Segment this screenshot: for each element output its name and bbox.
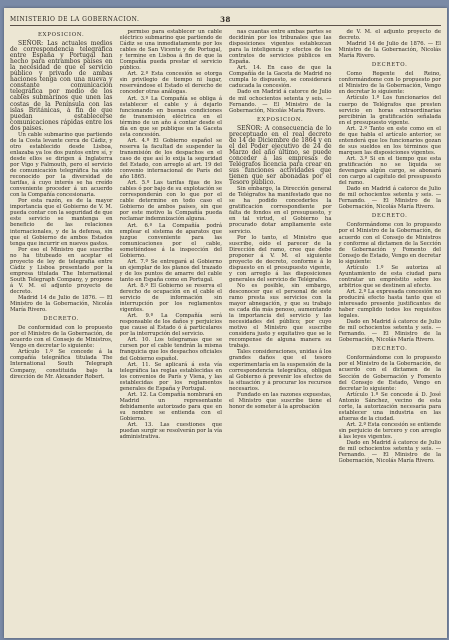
paragraph: Artículo 1.º Se autoriza al Ayuntamiento de esta ciudad para contratar un empréstito sobre los arbitrios que se destinen al efecto. [338, 264, 441, 289]
paragraph: Sin embargo, la Dirección general de Telégrafos ha manifestado que no se ha podido concederles la gratificación correspondiente por falta de fondos en el presupuesto, y en tal virtud, el Gobierno ha procurado dotar ampliamente este servicio. [229, 186, 332, 235]
column-4 [339, 29, 442, 634]
section-heading: DECRETO. [371, 346, 408, 353]
paragraph: Artículo 1.º Los funcionarios del cuerpo de Telégrafos que presten servicio en horas extraordinarias percibirán la gratificación señalada en el presupuesto vigente. [338, 95, 441, 126]
paragraph: Art. 11. Se aplicará á esta vía telegráfica las reglas establecidas en los convenios de París y Viena, y las establecidas por los reglamentos generales de España y Portugal. [119, 361, 222, 392]
section-heading: DECRETO. [43, 316, 80, 323]
paragraph: Por eso el Ministro que suscribe no ha titubeado en aceptar el proyecto de ley de telegrafía entre Cádiz y Lisboa presentado por la empresa titulada The International South Telegraph Company, y propone á V. M. el adjunto proyecto de decreto. [10, 246, 113, 295]
paragraph: Art. 13. Las cuestiones que puedan surgir se resolverán por la vía administrativa. [119, 422, 222, 441]
column-1 [10, 29, 113, 634]
paragraph: Dado en Madrid á catorce de Julio de mil ochocientos setenta y seis. — Fernando. — El Ministro de la Gobernación, Nicolás María Rivero. [229, 89, 332, 114]
column-2 [120, 29, 223, 634]
section-heading: EXPOSICION. [37, 32, 85, 38]
paragraph: Art. 12. La Compañía nombrará en Madrid un representante debidamente autorizado para que en su nombre se entienda con el Gobierno. [119, 391, 222, 422]
ministry-running-head: MINISTERIO DE LA GOBERNACION. [10, 16, 140, 23]
paragraph: Artículo 1.º Se concede á la compañía telegráfica titulada The International South Telegraph Company, constituida bajo la dirección de Mr. Alexander Robert. [10, 349, 113, 380]
paragraph: Art. 2.º Esta concesión se otorga sin privilegio de tiempo ni lugar, reservándose el Estado el derecho de conceder otras análogas. [119, 71, 222, 96]
paragraph: Como Regente del Reino, conformándome con lo propuesto por el Ministro de la Gobernación, Vengo en decretar lo siguiente: [338, 71, 441, 96]
paragraph: Art. 2.º Esta concesión se entiende sin perjuicio de tercero y con arreglo á las leyes vigentes. [338, 421, 441, 440]
paragraph: De conformidad con lo propuesto por el Ministro de la Gobernación, de acuerdo con el Consejo de Ministros, Vengo en decretar lo siguiente: [10, 325, 113, 350]
paragraph: Art. 7.º Se entregará al Gobierno un ejemplar de los planos del trazado y de los puntos de amarre del cable tanto en España como en Portugal. [119, 258, 222, 283]
paragraph: Dado en Madrid á catorce de Julio de mil ochocientos setenta y seis. — Fernando. — El Ministro de la Gobernación, Nicolás María Rivero. [338, 319, 441, 344]
paragraph: nas cuantas entre ambas partes se decidirán por los tribunales que las disposiciones vigentes establezcan para la inteligencia y efectos de los contratos de servicios públicos en España. [229, 29, 332, 66]
column-3 [229, 29, 332, 634]
paragraph: SEÑOR: Las actuales medios de correspondencia telegráfica entre España y Portugal han hecho para entrambos países en la necesidad de que el servicio público y privado de ambas naciones tenga con una nueva y constante comunicación telegráfica por medio de los cables submarinos que unen las costas de la Península con las islas Británicas, á fin de que puedan establecerse comunicaciones rápidas entre los dos paises. [10, 40, 113, 132]
paragraph: Madrid 14 de Julio de 1876. — El Ministro de la Gobernación, Nicolás María Rivero. [10, 295, 113, 314]
paragraph: Tales consideraciones, unidas á los grandes daños que el tesoro experimentaría en la suspensión de la correspondencia telegráfica, obligan al Gobierno á prevenir los efectos de la situación y á procurar los recursos necesarios. [229, 349, 332, 392]
paragraph: Fundado en las razones expuestas, el Ministro que suscribe tiene el honor de someter á la aprobación [229, 391, 332, 410]
paragraph: permiso para establecer un cable eléctrico submarino que partiendo de Cádiz se una inmediatamente por los cables de San Vicente y de Portugal, y termine en Lisboa á fin de que la Compañía pueda prestar el servicio público. [119, 29, 222, 72]
paragraph: Conformándome con lo propuesto por el Ministro de la Gobernación, de acuerdo con el Consejo de Ministros y conforme al dictamen de la Sección de Gobernación y Fomento del Consejo de Estado, Vengo en decretar lo siguiente: [338, 222, 441, 265]
section-heading: DECRETO. [371, 213, 408, 220]
paragraph: Por esta razón, es de la mayor importancia que el Gobierno de V. M. pueda contar con la seguridad de que este servicio se mantenga en beneficio de las relaciones internacionales, y de la defensa, sin que el Gobierno de ambos Estados tenga que incurrir en nuevos gastos. [10, 198, 113, 247]
paragraph: Art. 14. En caso de que la Compañía de la Gaceta de Madrid no cumpla lo dispuesto, se considerará caducada la concesión. [229, 65, 332, 90]
section-heading: EXPOSICION. [256, 116, 304, 123]
paragraph: Dado en Madrid á catorce de Julio de mil ochocientos setenta y seis. — Fernando. — El Ministro de la Gobernación, Nicolás María Rivero. [338, 186, 441, 211]
paragraph: SEÑOR: A consecuencia de lo preceptuado en el real decreto de 14 de Diciembre de 1864 y en el del Poder ejecutivo de 24 de Marzo del año último, se puede conceder á las empresas de Telégrafos licencia para crear en sus funciones actividades que tienen que ser abonadas por el Tesoro público. [229, 124, 332, 187]
paragraph: Artículo 1.º Se concede á D. José Antonio Sánchez, vecino de esta corte, la autorización necesaria para establecer una industria en las afueras de la ciudad. [338, 391, 441, 422]
paragraph: Dado en Madrid á catorce de Julio de mil ochocientos setenta y seis. — Fernando. — El Ministro de la Gobernación, Nicolás María Rivero. [338, 440, 441, 465]
paragraph: Conformándome con lo propuesto por el Ministro de la Gobernación, de acuerdo con el dictamen de la Sección de Gobernación y Fomento del Consejo de Estado, Vengo en decretar lo siguiente: [338, 355, 441, 392]
paragraph: Art. 2.º Tanto en este como en el de que habla el artículo anterior, se entenderá que los funcionarios gozan de sus sueldos en los términos que marquen las disposiciones vigentes. [338, 125, 441, 156]
newspaper-page [4, 8, 447, 638]
paragraph: Por lo tanto, el Ministro que suscribe, oído el parecer de la Dirección del ramo, cree que debe proponer á V. M. el siguiente proyecto de decreto, conforme á lo dispuesto en el presupuesto vigente, y con arreglo á las disposiciones generales del servicio de Telégrafos. [229, 234, 332, 283]
page-number: 38 [220, 15, 231, 24]
paragraph: Art. 6.º La Compañía podrá emplear el sistema de aparatos que juzgue conveniente para las comunicaciones por el cable, sometiéndose á la inspección del Gobierno. [119, 222, 222, 259]
paragraph: Art. 3.º Si en el tiempo que esta gratificación no se liquida se devengara algún cargo, se abonará con cargo al capítulo del presupuesto del ramo. [338, 155, 441, 187]
paragraph: Art. 8.º El Gobierno se reserva el derecho de ocupación en el cable el servicio de información sin interrupción por los reglamentos vigentes. [119, 282, 222, 314]
paragraph: Un cable submarino que partiendo de la Costa levante cerca de Cádiz, y otro establecido desde Lisboa, enlazaba ya los dos puntos entre sí, y desde ellos se dirigen á Inglaterra por Vigo y Falmouth, pero el servicio de comunicación telegráfica ha sido reconocido por la diversidad de tarifas, á cuyo interés se ha creído conveniente proceder á un acuerdo con la Compañía concesionaria. [10, 131, 113, 199]
paragraph: No es posible, sin embargo, desconocer que el personal de este ramo presta sus servicios con la mayor abnegación, y que su trabajo es cada día más penoso, aumentando la importancia del servicio y las necesidades del público; por cuyo motivo el Ministro que suscribe considera justo y equitativo que se le recompense de alguna manera su trabajo. [229, 282, 332, 350]
paragraph: Art. 2.º La expresada concesión no producirá efecto hasta tanto que el interesado presente justificantes de haber cumplido todos los requisitos legales. [338, 288, 441, 320]
paragraph: de V. M. el adjunto proyecto de decreto. [338, 29, 441, 42]
paragraph: Art. 10. Los telegramas que se cursen por el cable tendrán la misma franquicia que los despachos oficiales del Gobierno español. [119, 337, 222, 362]
paragraph: Art. 5.º Las tarifas fijas de los cables ó por bajo de su explotación se corresponderán con lo que por el cable determine en todo caso el Gobierno de ambos países, sin que por este motivo la Compañía pueda reclamar indemnización alguna. [119, 180, 222, 223]
paragraph: Art. 9.º La Compañía será responsable de los daños y perjuicios que cause al Estado ó á particulares por la interrupción del servicio. [119, 313, 222, 338]
paragraph: Art. 3.º La Compañía se obliga á establecer el cable y á dejarlo funcionando en buenas condiciones de transmisión eléctrica en el término de un año á contar desde el día en que se publique en la Gaceta esta concesión. [119, 95, 222, 138]
paragraph: Art. 4.º El Gobierno español se reserva la facultad de suspender la transmisión de los despachos en el caso de que así lo exija la seguridad del Estado, con arreglo al art. 19 del convenio internacional de París del año 1865. [119, 137, 222, 181]
paragraph: Madrid 14 de Julio de 1876. — El Ministro de la Gobernación, Nicolás María Rivero. [338, 41, 441, 60]
section-heading: DECRETO. [371, 62, 408, 69]
header-rule [10, 25, 441, 26]
text-columns [10, 29, 441, 634]
